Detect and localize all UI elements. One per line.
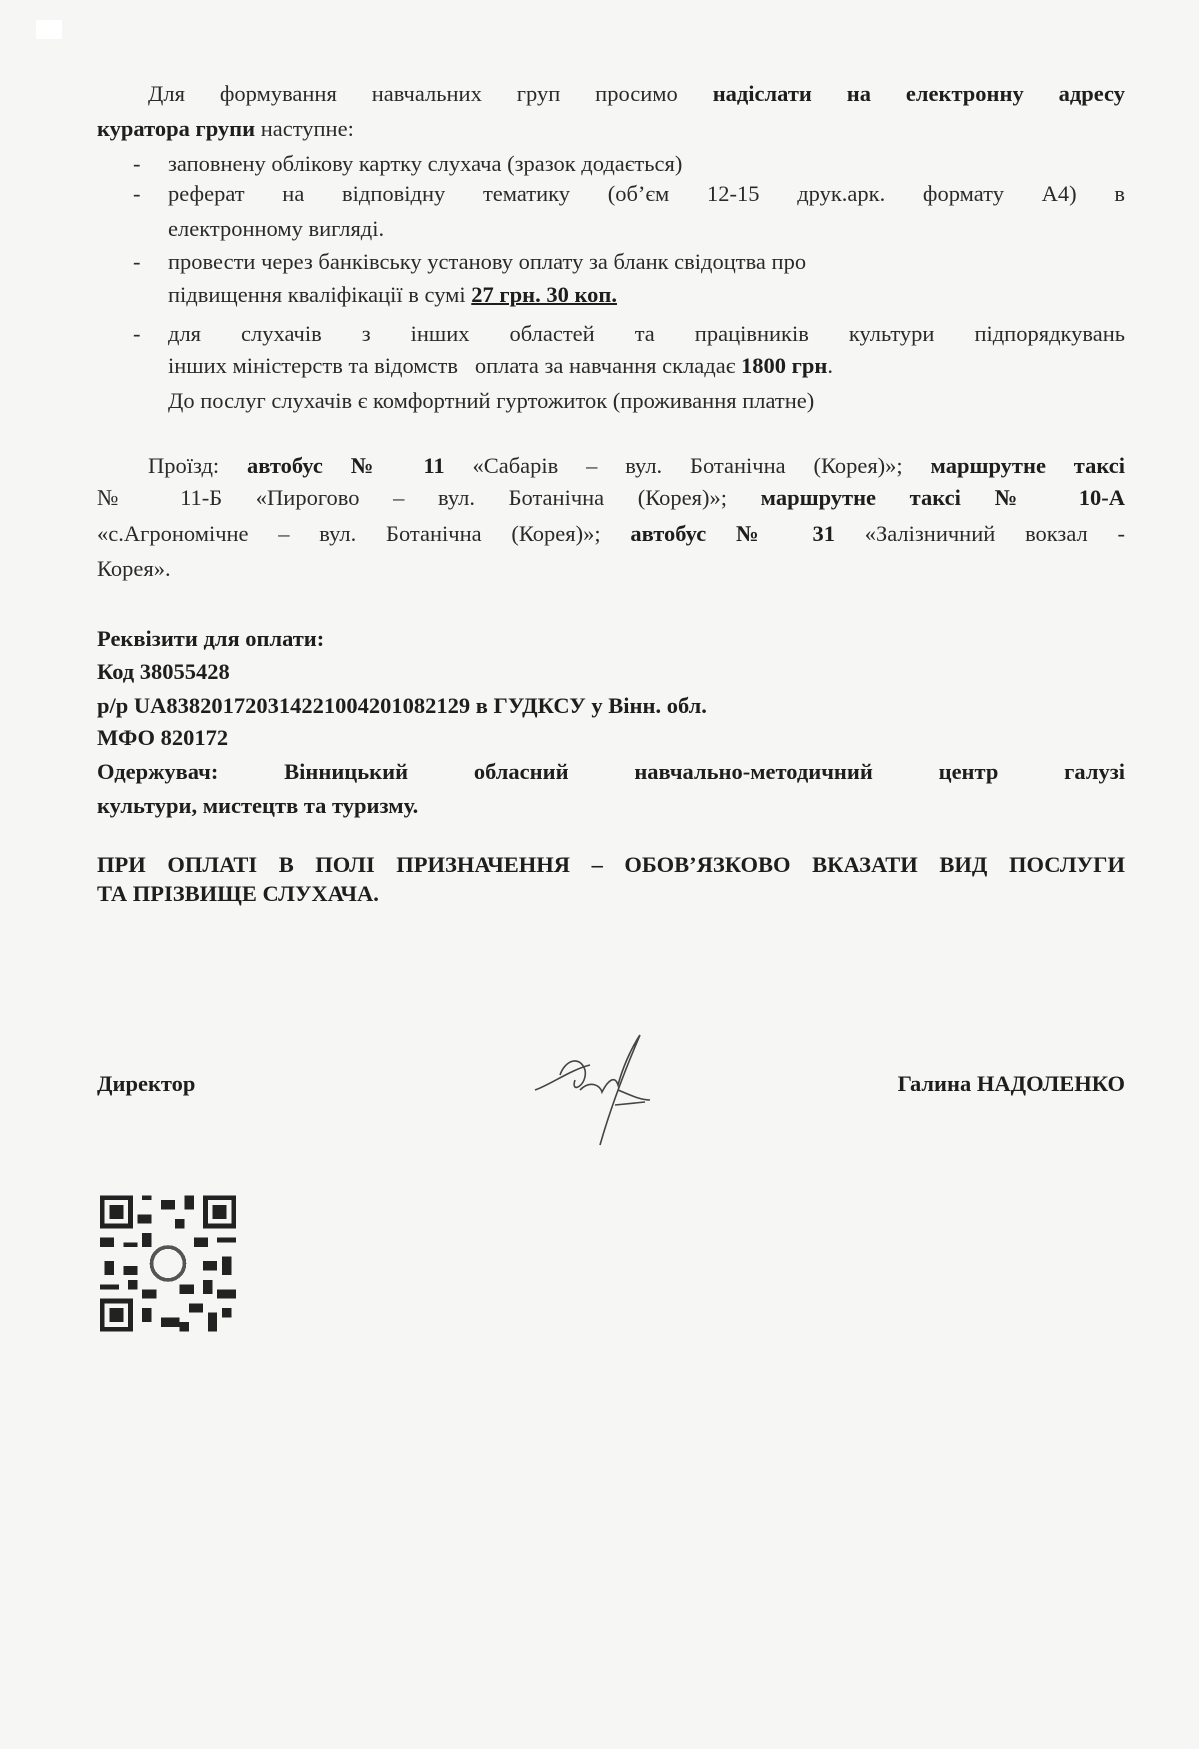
- amount: 27 грн. 30 коп.: [471, 282, 617, 307]
- travel-line: [97, 484, 1125, 512]
- text: інших міністерств та відомств оплата за навчання складає: [168, 353, 742, 378]
- text: Для формування навчальних груп просимо: [148, 81, 713, 106]
- bold-text: маршрутне таксі № 10-А: [760, 485, 1125, 510]
- bullet: -: [133, 249, 141, 274]
- intro-line-2: [97, 115, 354, 143]
- bold-text: надіслати на електронну адресу: [712, 81, 1125, 106]
- text: «Сабарів – вул. Ботанічна (Корея)»;: [444, 453, 931, 478]
- bold-text: автобус № 11: [247, 453, 445, 478]
- travel-line: Корея».: [97, 556, 171, 581]
- list-item-cont: [168, 281, 617, 309]
- scan-artifact: [36, 20, 62, 39]
- payment-warning: ПРИ ОПЛАТІ В ПОЛІ ПРИЗНАЧЕННЯ – ОБОВ’ЯЗКОВО ВКАЗАТИ ВИД ПОСЛУГИ: [97, 852, 1125, 877]
- list-item: заповнену облікову картку слухача (зразок додається): [168, 151, 683, 176]
- payment-warning-cont: ТА ПРІЗВИЩЕ СЛУХАЧА.: [97, 881, 379, 906]
- payment-mfo: МФО 820172: [97, 725, 229, 750]
- text: № 11-Б «Пирогово – вул. Ботанічна (Корея)»;: [97, 485, 761, 510]
- list-item-cont: [168, 352, 833, 380]
- text: підвищення кваліфікації в сумі: [168, 282, 472, 307]
- signer-name: Галина НАДОЛЕНКО: [897, 1071, 1125, 1096]
- intro-line-1: [148, 80, 1125, 108]
- bullet: -: [133, 181, 141, 206]
- payment-recipient-cont: культури, мистецтв та туризму.: [97, 793, 419, 818]
- payment-code: Код 38055428: [97, 659, 230, 684]
- list-item-cont: електронному вигляді.: [168, 216, 385, 241]
- bullet: -: [133, 321, 141, 346]
- signer-position: Директор: [97, 1071, 196, 1096]
- text: Проїзд:: [148, 453, 248, 478]
- text: наступне:: [255, 116, 354, 141]
- text: «с.Агрономічне – вул. Ботанічна (Корея)»;: [97, 521, 631, 546]
- list-item: провести через банківську установу оплату за бланк свідоцтва про: [168, 249, 807, 274]
- list-item: для слухачів з інших областей та працівників культури підпорядкувань: [168, 321, 1125, 346]
- handwritten-signature: [530, 1030, 690, 1150]
- travel-line: [97, 520, 1125, 548]
- payment-recipient: Одержувач: Вінницький обласний навчально-методичний центр галузі: [97, 759, 1125, 784]
- list-item: реферат на відповідну тематику (об’єм 12-15 друк.арк. формату А4) в: [168, 181, 1125, 206]
- travel-line: [148, 452, 1125, 480]
- dormitory-note: До послуг слухачів є комфортний гуртожиток (проживання платне): [168, 388, 815, 413]
- qr-code: [100, 1195, 236, 1332]
- payment-account: р/р UA838201720314221004201082129 в ГУДКСУ у Вінн. обл.: [97, 693, 707, 718]
- bold-text: куратора групи: [97, 116, 256, 141]
- payment-heading: Реквізити для оплати:: [97, 626, 325, 651]
- bullet: -: [133, 151, 141, 176]
- text: .: [827, 353, 833, 378]
- bold-text: автобус № 31: [630, 521, 835, 546]
- bold-text: маршрутне таксі: [930, 453, 1125, 478]
- amount: 1800 грн: [741, 353, 828, 378]
- text: «Залізничний вокзал -: [834, 521, 1125, 546]
